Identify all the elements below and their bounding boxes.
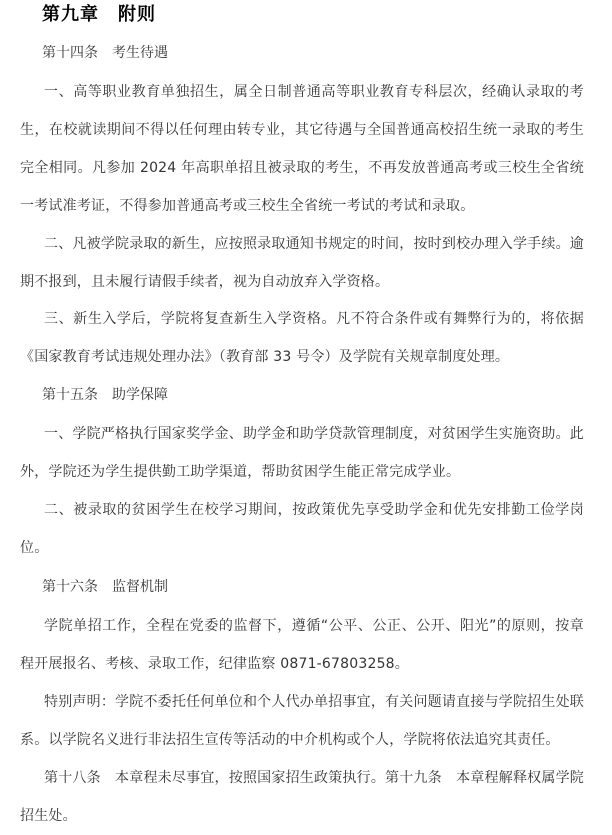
article-14-paragraph-3: 三、新生入学后，学院将复查新生入学资格。凡不符合条件或有舞弊行为的，将依据《国家教育考试违规处理办法》（教育部 33 号令）及学院有关规章制度处理。 [20, 311, 584, 365]
chapter-title: 第九章 附则 [42, 4, 156, 25]
article-16-heading: 第十六条 监督机制 [42, 579, 168, 595]
article-15-heading: 第十五条 助学保障 [42, 387, 168, 403]
article-14-heading: 第十四条 考生待遇 [42, 45, 168, 61]
article-15-paragraph-1: 一、学院严格执行国家奖学金、助学金和助学贷款管理制度，对贫困学生实施资助。此外，学院还为学生提供勤工助学渠道，帮助贫困学生能正常完成学业。 [20, 426, 584, 480]
article-14-paragraph-2: 二、凡被学院录取的新生，应按照录取通知书规定的时间，按时到校办理入学手续。逾期不报到，且未履行请假手续者，视为自动放弃入学资格。 [20, 236, 584, 290]
article-16-paragraph-1: 学院单招工作，全程在党委的监督下，遵循“公平、公正、公开、阳光”的原则，按章程开展报名、考核、录取工作，纪律监察 0871-67803258。 [20, 618, 584, 672]
article-18-19-paragraph: 第十八条 本章程未尽事宜，按照国家招生政策执行。第十九条 本章程解释权属学院招生处。 [20, 770, 584, 824]
article-16-paragraph-2: 特别声明：学院不委托任何单位和个人代办单招事宜，有关问题请直接与学院招生处联系。以学院名义进行非法招生宣传等活动的中介机构或个人，学院将依法追究其责任。 [20, 694, 584, 748]
article-14-paragraph-1: 一、高等职业教育单独招生，属全日制普通高等职业教育专科层次，经确认录取的考生，在校就读期间不得以任何理由转专业，其它待遇与全国普通高校招生统一录取的考生完全相同。凡参加 2024 年高职单招且被录取的考生，不再发放普通高考或三校生全省统一考试准考证，不得参加普通高考或三校生全省统一考试的考试和录取。 [20, 84, 584, 214]
article-15-paragraph-2: 二、被录取的贫困学生在校学习期间，按政策优先享受助学金和优先安排勤工俭学岗位。 [20, 502, 584, 556]
